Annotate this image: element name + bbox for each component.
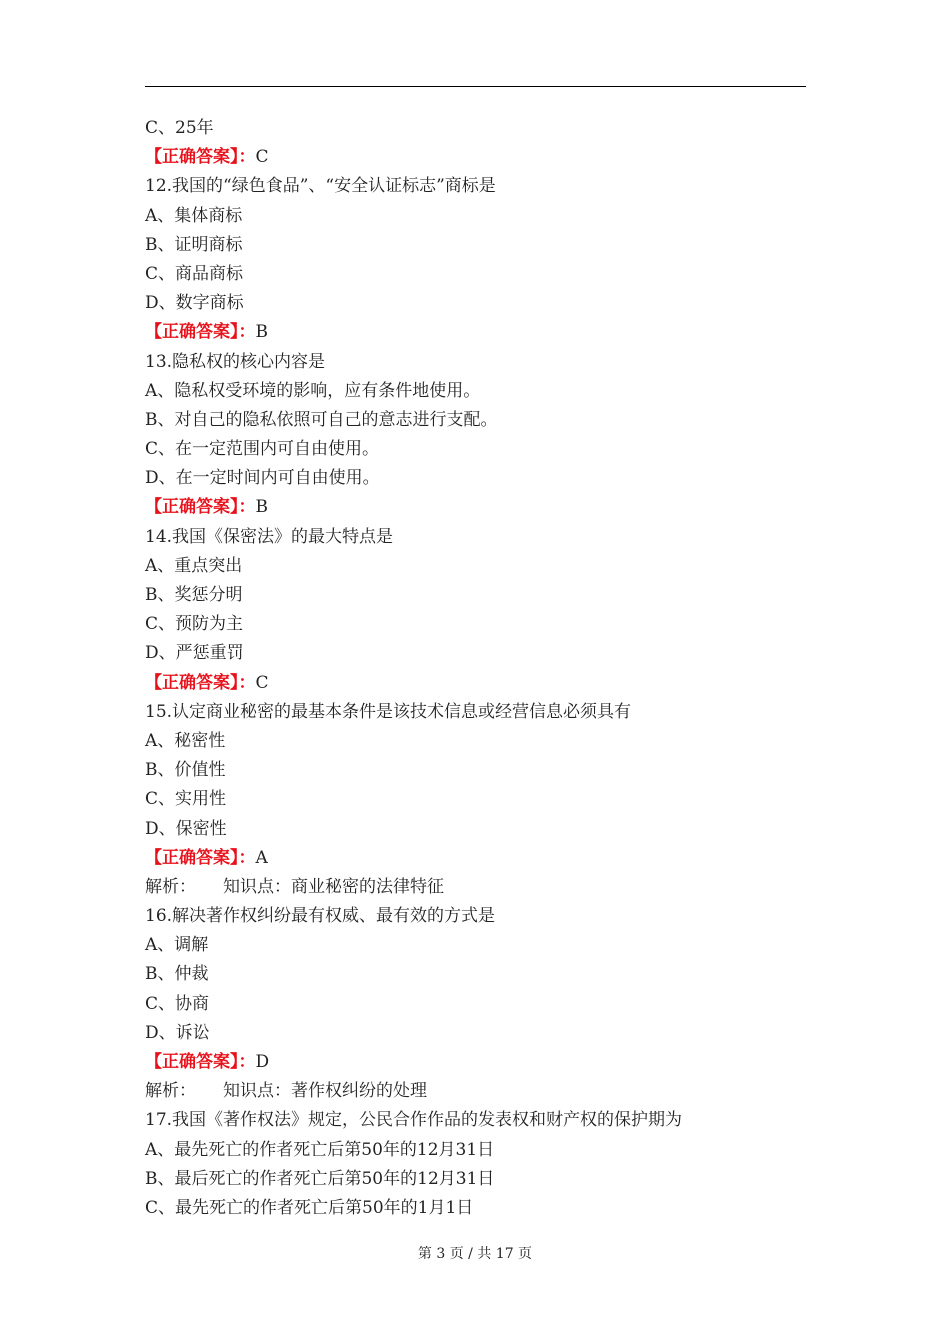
option-text: A、调解: [145, 935, 209, 956]
answer-line: [145, 669, 806, 698]
answer-line: [145, 844, 806, 873]
answer-label: 【正确答案】：: [145, 672, 256, 693]
option-text: A、集体商标: [145, 205, 243, 226]
option-text: D、在一定时间内可自由使用。: [145, 468, 380, 489]
option-text: D、数字商标: [145, 293, 244, 314]
analysis-label: 解析：: [145, 876, 196, 897]
analysis-line: [145, 1077, 806, 1106]
analysis-text: 知识点：著作权纠纷的处理: [223, 1081, 427, 1102]
document-body: [145, 114, 806, 1223]
option-text: B、奖惩分明: [145, 585, 243, 605]
option-text: A、秘密性: [145, 730, 226, 751]
answer-value: B: [255, 497, 268, 518]
answer-line: [145, 1048, 806, 1077]
option-text: C、实用性: [145, 789, 227, 810]
option-text: B、仲裁: [145, 964, 209, 985]
analysis-line: [145, 873, 806, 902]
question-text: 15.认定商业秘密的最基本条件是该技术信息或经营信息必须具有: [145, 701, 632, 722]
analysis-label: 解析：: [145, 1081, 196, 1102]
question-text: 12.我国的“绿色食品”、“安全认证标志”商标是: [145, 176, 496, 197]
answer-value: C: [255, 147, 269, 168]
answer-value: D: [255, 1052, 270, 1072]
question-text: 14.我国《保密法》的最大特点是: [145, 526, 394, 547]
page-footer: 第 3 页 / 共 17 页: [417, 1246, 533, 1262]
analysis-text: 知识点：商业秘密的法律特征: [223, 876, 444, 897]
option-text: A、最先死亡的作者死亡后第50年的12月31日: [145, 1139, 495, 1160]
answer-label: 【正确答案】：: [145, 497, 256, 518]
answer-value: C: [255, 672, 269, 693]
question-text: 13.隐私权的核心内容是: [145, 351, 326, 372]
answer-label: 【正确答案】：: [145, 147, 256, 168]
answer-label: 【正确答案】：: [145, 847, 256, 868]
option-text: D、严惩重罚: [145, 643, 244, 664]
option-text: C、25年: [145, 118, 214, 138]
option-text: C、在一定范围内可自由使用。: [145, 439, 380, 460]
option-text: C、预防为主: [145, 614, 244, 635]
answer-line: [145, 143, 806, 172]
option-text: A、重点突出: [145, 555, 243, 576]
answer-line: [145, 493, 806, 522]
header-rule: [145, 86, 806, 87]
answer-label: 【正确答案】：: [145, 322, 256, 343]
option-text: D、保密性: [145, 818, 227, 839]
option-text: D、诉讼: [145, 1022, 210, 1043]
option-text: C、协商: [145, 993, 210, 1014]
option-text: B、价值性: [145, 760, 226, 781]
question-text: 17.我国《著作权法》规定，公民合作作品的发表权和财产权的保护期为: [145, 1110, 683, 1131]
answer-line: [145, 318, 806, 347]
answer-label: 【正确答案】：: [145, 1052, 256, 1072]
option-text: B、最后死亡的作者死亡后第50年的12月31日: [145, 1168, 495, 1189]
option-text: B、证明商标: [145, 234, 243, 255]
option-text: B、对自己的隐私依照可自己的意志进行支配。: [145, 409, 498, 430]
option-text: C、最先死亡的作者死亡后第50年的1月1日: [145, 1197, 474, 1218]
answer-value: B: [255, 322, 268, 343]
answer-value: A: [255, 847, 268, 868]
option-text: C、商品商标: [145, 263, 244, 284]
question-text: 16.解决著作权纠纷最有权威、最有效的方式是: [145, 906, 496, 927]
option-text: A、隐私权受环境的影响，应有条件地使用。: [145, 380, 481, 401]
